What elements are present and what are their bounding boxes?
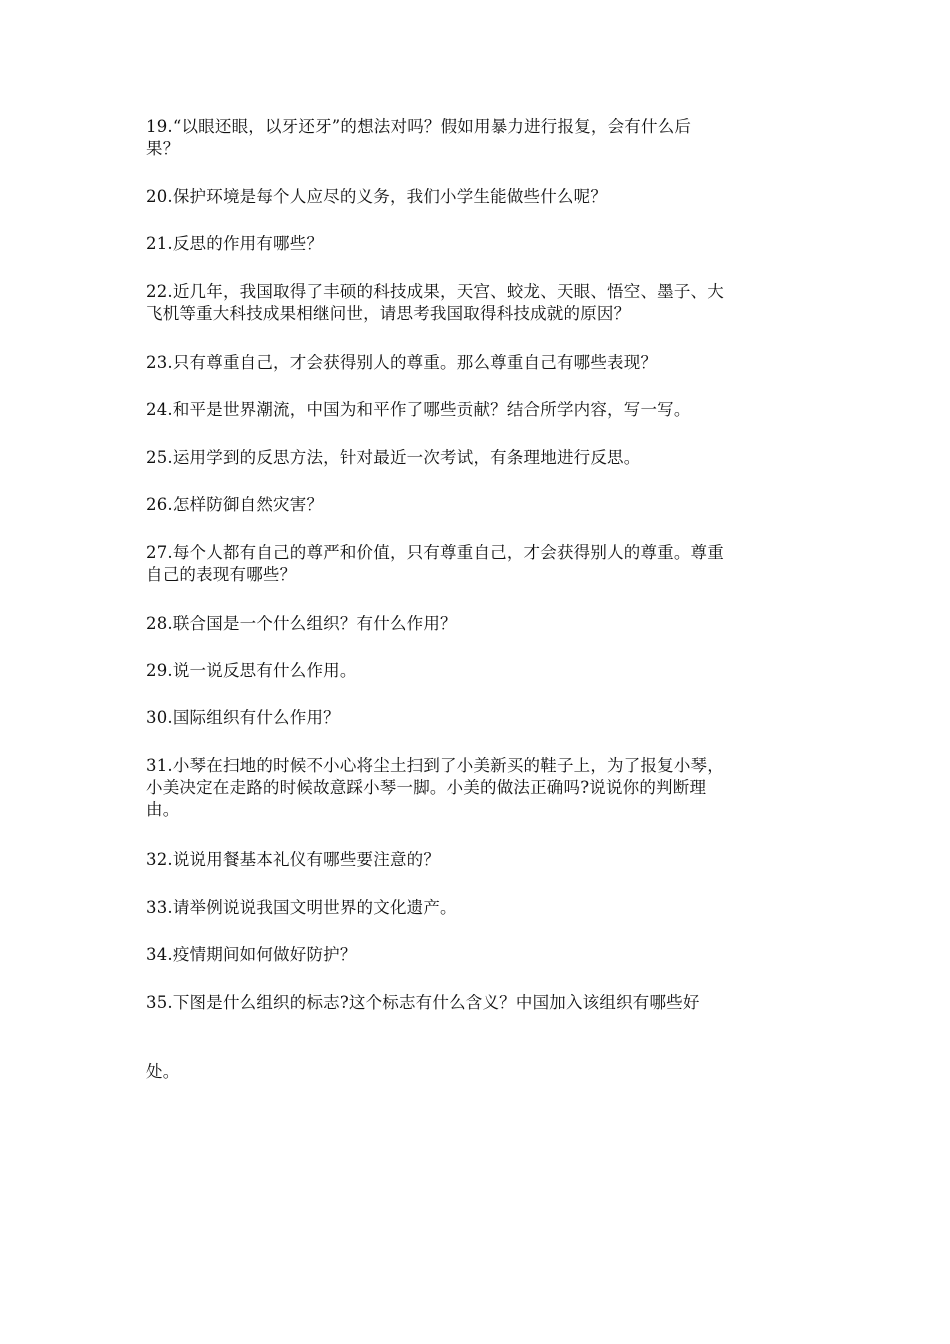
question-21: [146, 233, 812, 255]
question-35: [146, 992, 812, 1014]
question-line: 33.请举例说说我国文明世界的文化遗产。: [146, 898, 457, 917]
question-26: [146, 494, 812, 516]
question-line: 30.国际组织有什么作用？: [146, 708, 340, 727]
question-line: 26.怎样防御自然灾害？: [146, 495, 324, 514]
question-19: [146, 116, 812, 160]
question-line: 28.联合国是一个什么组织？有什么作用？: [146, 614, 457, 633]
question-33: [146, 897, 812, 919]
question-24: [146, 399, 812, 421]
question-30: [146, 707, 812, 729]
question-line: 19.“以眼还眼，以牙还牙”的想法对吗？假如用暴力进行报复，会有什么后: [146, 117, 692, 136]
question-line: 飞机等重大科技成果相继问世，请思考我国取得科技成就的原因？: [146, 304, 631, 323]
question-line: 处。: [146, 1062, 180, 1081]
question-line: 21.反思的作用有哪些？: [146, 234, 324, 253]
question-line: 20.保护环境是每个人应尽的义务，我们小学生能做些什么呢？: [146, 187, 608, 206]
question-34: [146, 944, 812, 966]
question-line: 31.小琴在扫地的时候不小心将尘土扫到了小美新买的鞋子上，为了报复小琴，: [146, 756, 724, 775]
question-line: 由。: [146, 800, 180, 819]
question-23: [146, 352, 812, 374]
question-line: 29.说一说反思有什么作用。: [146, 661, 357, 680]
question-line: 32.说说用餐基本礼仪有哪些要注意的？: [146, 850, 441, 869]
question-29: [146, 660, 812, 682]
question-line: 小美决定在走路的时候故意踩小琴一脚。小美的做法正确吗?说说你的判断理: [146, 778, 707, 797]
question-line: 27.每个人都有自己的尊严和价值，只有尊重自己，才会获得别人的尊重。尊重: [146, 543, 724, 562]
question-20: [146, 186, 812, 208]
question-line: 35.下图是什么组织的标志?这个标志有什么含义？中国加入该组织有哪些好: [146, 993, 700, 1012]
question-line: 果？: [146, 139, 180, 158]
question-line: 34.疫情期间如何做好防护？: [146, 945, 357, 964]
question-line: 24.和平是世界潮流，中国为和平作了哪些贡献？结合所学内容，写一写。: [146, 400, 691, 419]
question-32: [146, 849, 812, 871]
question-line: 25.运用学到的反思方法，针对最近一次考试，有条理地进行反思。: [146, 448, 641, 467]
question-27: [146, 542, 812, 586]
question-28: [146, 613, 812, 635]
question-line: 23.只有尊重自己，才会获得别人的尊重。那么尊重自己有哪些表现？: [146, 353, 658, 372]
question-line: 自己的表现有哪些？: [146, 565, 297, 584]
question-35-continuation: [146, 1061, 812, 1083]
question-25: [146, 447, 812, 469]
question-31: [146, 755, 812, 821]
question-line: 22.近几年，我国取得了丰硕的科技成果，天宫、蛟龙、天眼、悟空、墨子、大: [146, 282, 724, 301]
question-22: [146, 281, 812, 325]
